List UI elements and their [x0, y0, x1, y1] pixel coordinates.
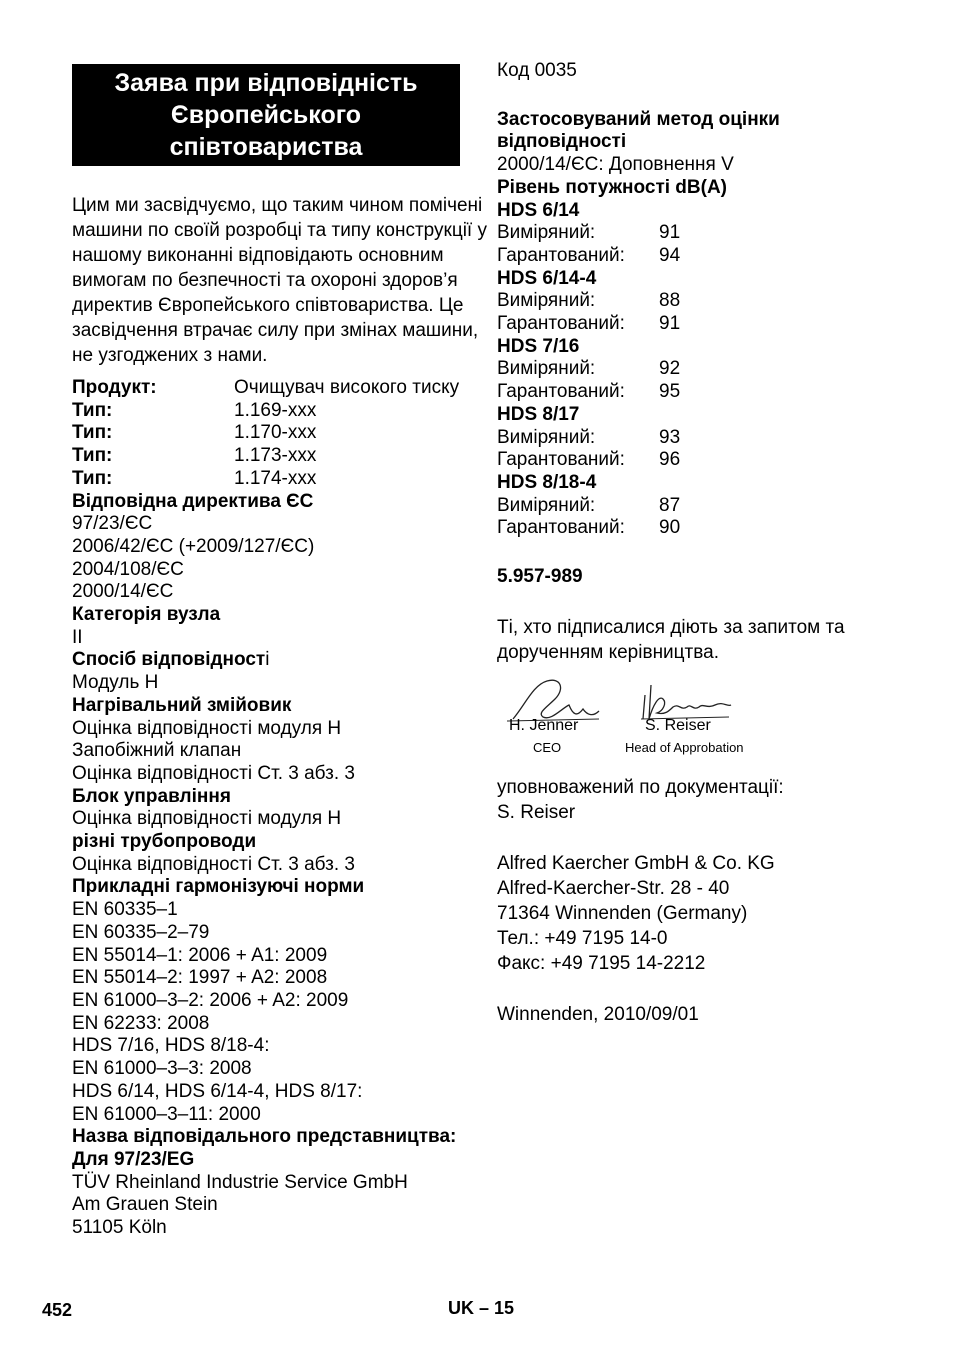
model-name: HDS 7/16 — [497, 335, 580, 357]
guaranteed-value: 95 — [659, 381, 681, 403]
type-row — [72, 400, 492, 423]
measured-value: 93 — [659, 426, 681, 448]
type-value: 1.170-xxx — [234, 422, 317, 444]
sound-title: Рівень потужності dB(A) — [497, 176, 728, 198]
company-line: Alfred-Kaercher-Str. 28 - 40 — [497, 877, 730, 899]
type-value: 1.169-xxx — [234, 399, 317, 421]
heading-line: Заява при відповідність — [114, 69, 418, 97]
type-row — [72, 445, 492, 468]
norm-item: EN 55014–1: 2006 + A1: 2009 — [72, 944, 328, 966]
directives-title: Відповідна директива ЄС — [72, 490, 314, 512]
norm-item: EN 55014–2: 1997 + A2: 2008 — [72, 967, 328, 989]
norm-item: HDS 7/16, HDS 8/18-4: — [72, 1035, 270, 1057]
type-value: 1.174-xxx — [234, 467, 317, 489]
conformity-title-bold: Спосіб відповідност — [72, 649, 266, 671]
guaranteed-value: 94 — [659, 244, 681, 266]
norm-item: HDS 6/14, HDS 6/14-4, HDS 8/17: — [72, 1080, 363, 1102]
type-label: Тип: — [72, 399, 113, 421]
guaranteed-row — [497, 381, 917, 404]
conformity-title — [72, 649, 492, 672]
company-line: Факс: +49 7195 14-2212 — [497, 952, 706, 974]
declaration-heading — [72, 64, 460, 166]
company-line: Alfred Kaercher GmbH & Co. KG — [497, 852, 775, 874]
guaranteed-row — [497, 313, 917, 336]
guaranteed-label: Гарантований: — [497, 313, 625, 335]
intro-paragraph: Цим ми засвідчуємо, що таким чином помічені машини по своїй розробці та типу конструкції у нашому виконанні відповідають основним вимогам по безпечності та охороні здоров’я директив Європейського співтовариства. Це засвідчення втрачає силу при змінах машини, не узгоджених з нами. — [72, 195, 487, 366]
page-number: 452 — [42, 1300, 73, 1320]
measured-label: Виміряний: — [497, 426, 596, 448]
authorized-name: S. Reiser — [497, 801, 576, 823]
model-name: HDS 8/18-4 — [497, 471, 597, 493]
heater-line: Оцінка відповідності модуля H — [72, 717, 342, 739]
norm-item: EN 60335–2–79 — [72, 921, 210, 943]
notified-body-subtitle: Для 97/23/EG — [72, 1148, 195, 1170]
notified-body-title: Назва відповідального представництва: — [72, 1126, 457, 1148]
signature-block — [497, 675, 797, 775]
measured-value: 87 — [659, 494, 681, 516]
type-label: Тип: — [72, 445, 113, 467]
product-label: Продукт: — [72, 377, 157, 398]
signer-name: H. Jenner — [509, 716, 579, 734]
control-title: Блок управління — [72, 785, 231, 807]
signer-name: S. Reiser — [645, 716, 711, 734]
norm-item: EN 62233: 2008 — [72, 1012, 210, 1034]
heading-line: Європейського — [170, 101, 362, 129]
guaranteed-row — [497, 245, 917, 268]
measured-label: Виміряний: — [497, 494, 596, 516]
type-row — [72, 468, 492, 491]
guaranteed-label: Гарантований: — [497, 517, 625, 539]
signers-note: Ті, хто підписалися діють за запитом та дорученням керівництва. — [497, 616, 845, 663]
norm-item: EN 61000–3–2: 2006 + A2: 2009 — [72, 989, 349, 1011]
product-value: Очищувач високого тиску — [234, 377, 460, 398]
measured-value: 91 — [659, 222, 681, 244]
model-name: HDS 6/14 — [497, 199, 580, 221]
company-line: 71364 Winnenden (Germany) — [497, 902, 748, 924]
heater-line: Запобіжний клапан — [72, 740, 242, 762]
category-value: II — [72, 626, 83, 648]
measured-value: 88 — [659, 290, 681, 312]
guaranteed-row — [497, 449, 917, 472]
conformity-value: Модуль H — [72, 672, 159, 694]
assessment-value: 2000/14/ЄС: Доповнення V — [497, 154, 734, 176]
measured-value: 92 — [659, 358, 681, 380]
model-name: HDS 6/14-4 — [497, 267, 597, 289]
assessment-title: Застосовуваний метод оцінки відповідності — [497, 108, 780, 153]
product-row — [72, 377, 492, 400]
heading-line: співтовариства — [169, 133, 363, 161]
piping-value: Оцінка відповідності Ст. 3 абз. 3 — [72, 853, 355, 875]
heater-line: Оцінка відповідності Ст. 3 абз. 3 — [72, 762, 355, 784]
type-label: Тип: — [72, 422, 113, 444]
left-column — [72, 174, 492, 1240]
measured-label: Виміряний: — [497, 222, 596, 244]
norm-item: EN 60335–1 — [72, 899, 178, 921]
norm-item: EN 61000–3–3: 2008 — [72, 1058, 252, 1080]
norm-item: EN 61000–3–11: 2000 — [72, 1103, 261, 1125]
measured-row — [497, 427, 917, 450]
directive-item: 2006/42/ЄС (+2009/127/ЄС) — [72, 535, 315, 557]
measured-row — [497, 358, 917, 381]
code-line: Код 0035 — [497, 60, 577, 81]
signer-role: Head of Approbation — [625, 739, 744, 755]
document-number: 5.957-989 — [497, 566, 583, 588]
directive-item: 2000/14/ЄС — [72, 581, 174, 603]
measured-label: Виміряний: — [497, 358, 596, 380]
measured-row — [497, 222, 917, 245]
guaranteed-label: Гарантований: — [497, 381, 625, 403]
directive-item: 97/23/ЄС — [72, 513, 153, 535]
guaranteed-value: 96 — [659, 449, 681, 471]
guaranteed-value: 90 — [659, 517, 681, 539]
control-value: Оцінка відповідності модуля H — [72, 808, 342, 830]
norms-title: Прикладні гармонізуючі норми — [72, 876, 365, 898]
type-row — [72, 422, 492, 445]
heater-title: Нагрівальний змійовик — [72, 694, 292, 716]
piping-title: різні трубопроводи — [72, 831, 257, 853]
directive-item: 2004/108/ЄС — [72, 558, 184, 580]
measured-row — [497, 290, 917, 313]
authorized-label: уповноважений по документації: — [497, 776, 784, 798]
notified-body-line: 51105 Köln — [72, 1217, 167, 1239]
signer-role: CEO — [533, 739, 562, 755]
category-title: Категорія вузла — [72, 604, 221, 626]
guaranteed-label: Гарантований: — [497, 244, 625, 266]
guaranteed-value: 91 — [659, 313, 681, 335]
type-value: 1.173-xxx — [234, 445, 317, 467]
company-line: Тел.: +49 7195 14-0 — [497, 927, 668, 949]
place-date: Winnenden, 2010/09/01 — [497, 1003, 699, 1025]
type-label: Тип: — [72, 467, 113, 489]
notified-body-line: Am Grauen Stein — [72, 1194, 218, 1216]
guaranteed-row — [497, 517, 917, 540]
guaranteed-label: Гарантований: — [497, 449, 625, 471]
model-name: HDS 8/17 — [497, 403, 580, 425]
page-language-index: UK – 15 — [448, 1298, 515, 1318]
measured-label: Виміряний: — [497, 290, 596, 312]
measured-row — [497, 495, 917, 518]
conformity-title-tail: і — [265, 649, 270, 671]
notified-body-line: TÜV Rheinland Industrie Service GmbH — [72, 1171, 408, 1193]
right-column — [497, 60, 917, 1027]
